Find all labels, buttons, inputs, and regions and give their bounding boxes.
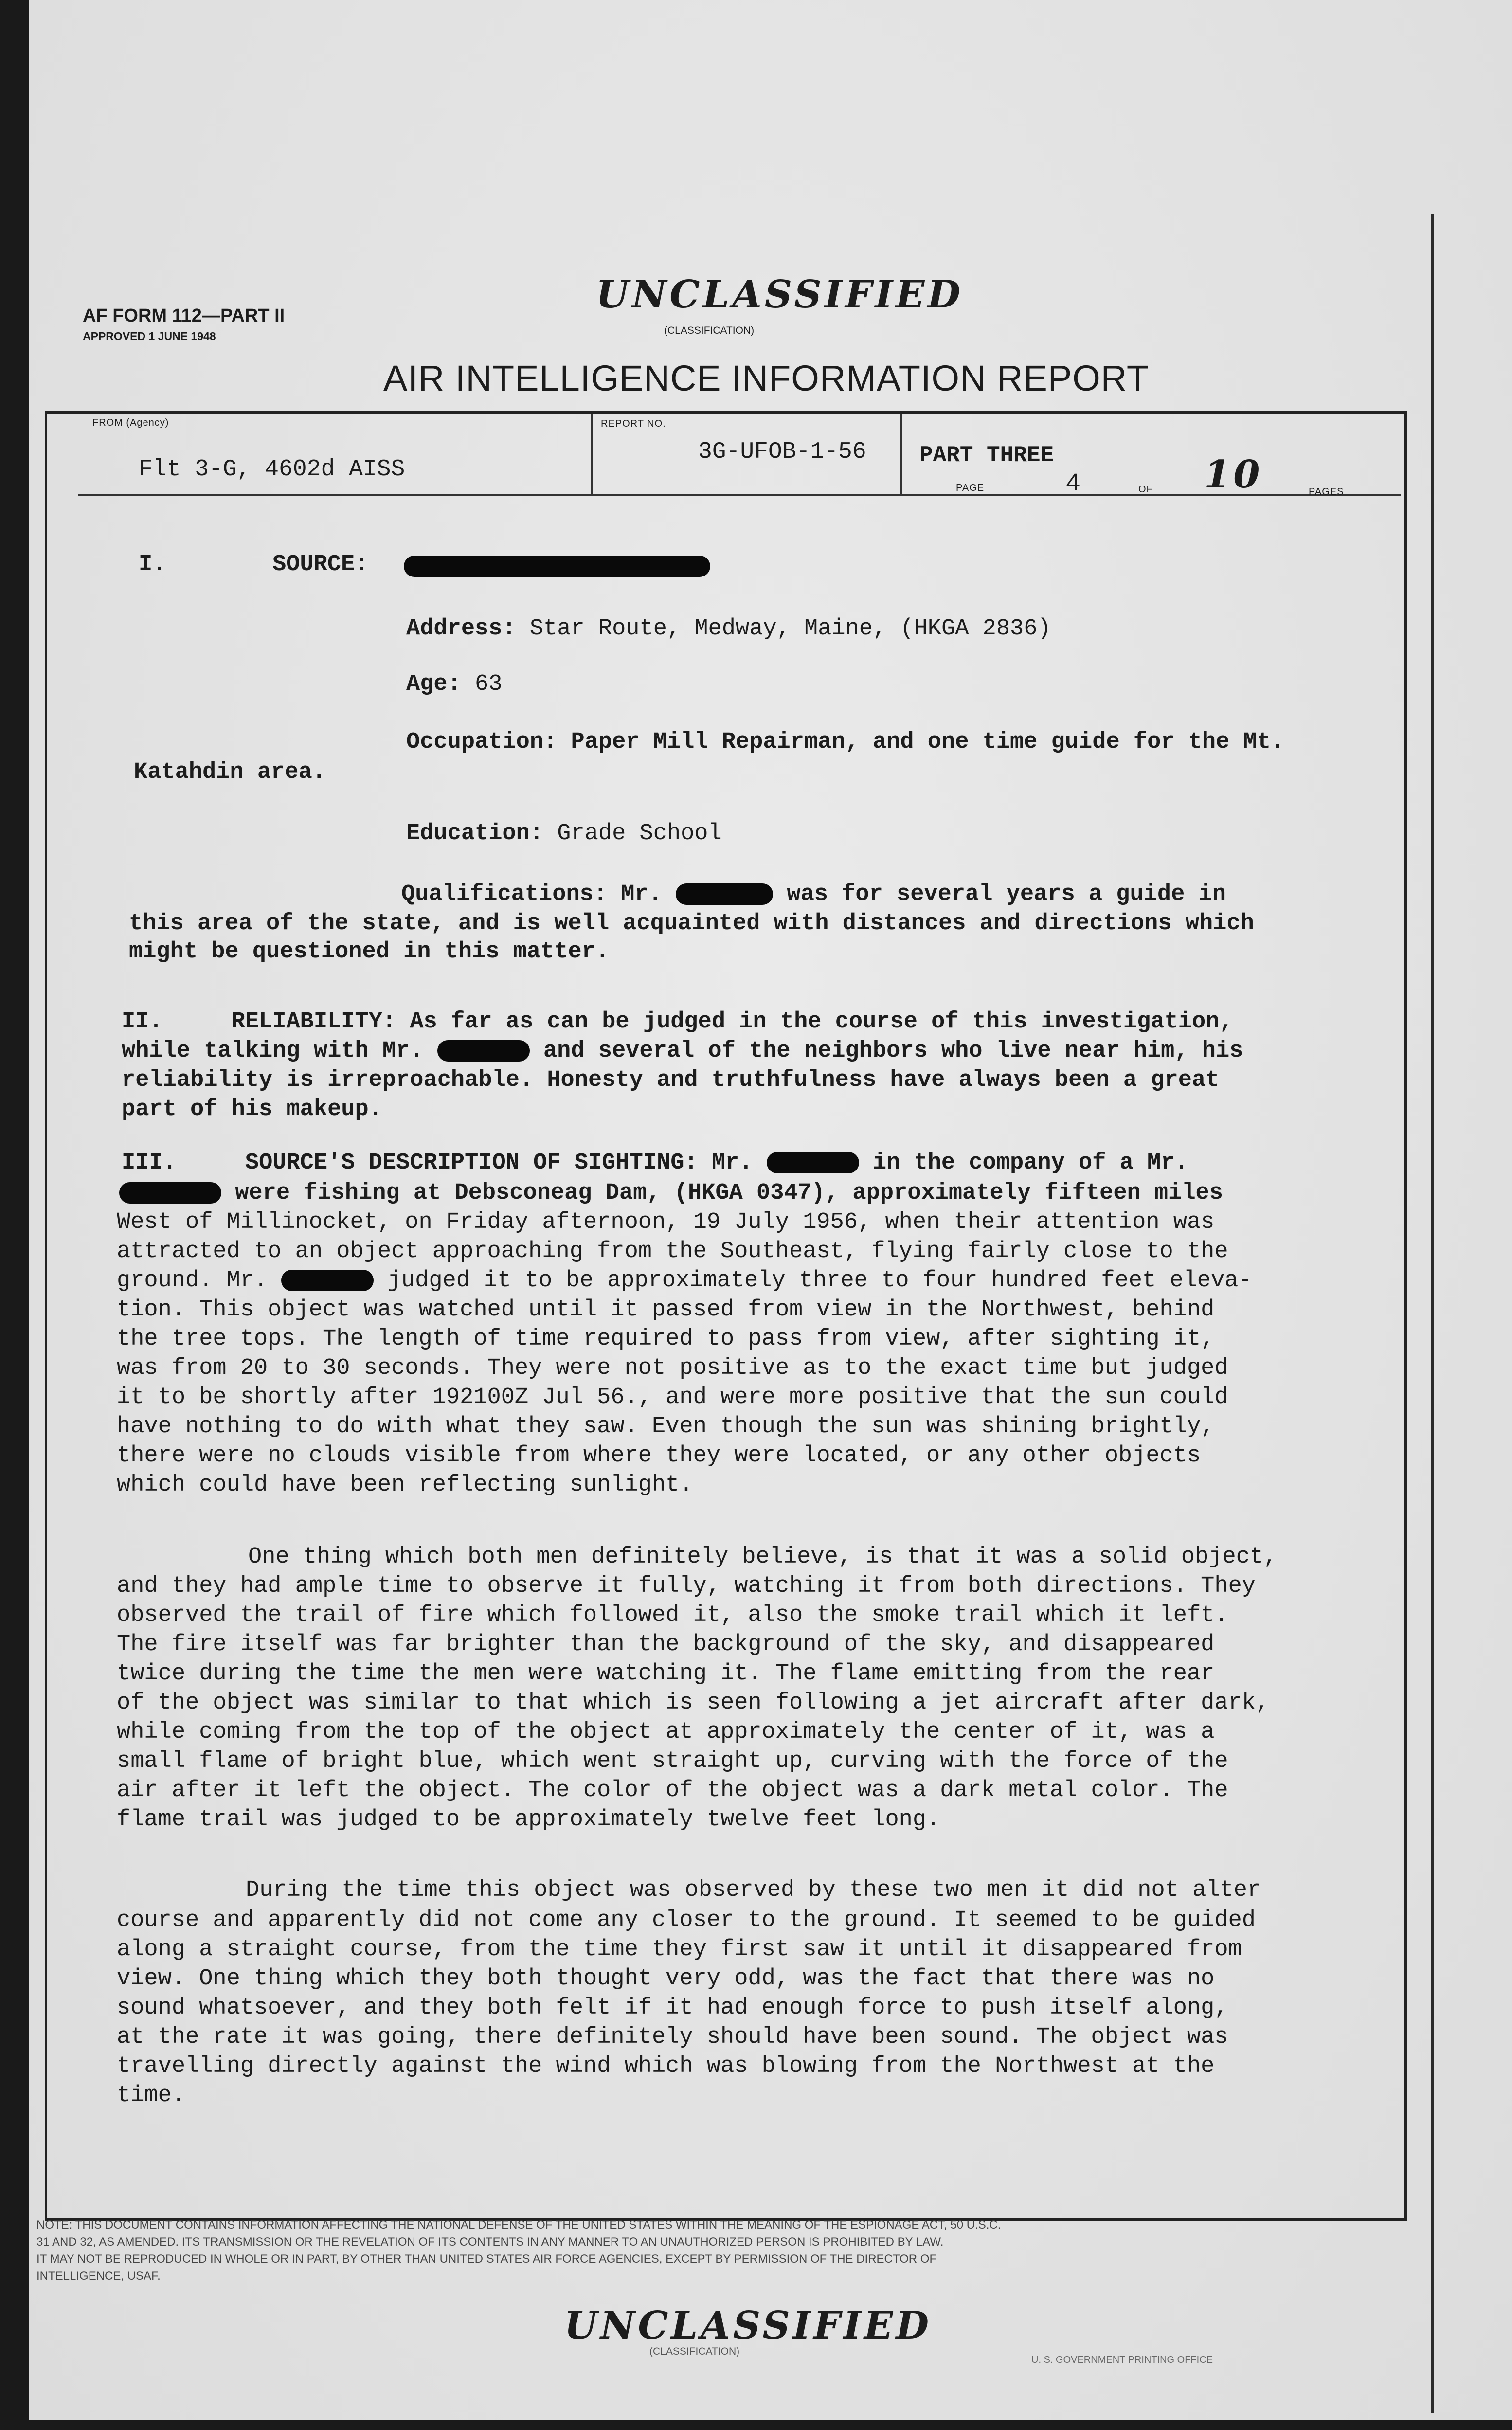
- age-value: 63: [475, 671, 503, 697]
- section3-text-8: was from 20 to 30 seconds. They were not positive as to the exact time but judged: [117, 1355, 1228, 1381]
- section3-text-2: were fishing at Debsconeag Dam, (HKGA 0347), approximately fifteen miles: [235, 1180, 1223, 1206]
- footer-note-line: NOTE: THIS DOCUMENT CONTAINS INFORMATION AFFECTING THE NATIONAL DEFENSE OF THE UNITED STATES WITHIN THE MEANING OF THE ESPIONAGE ACT, 50 U.S.C.: [36, 2218, 1001, 2232]
- header-divider: [78, 494, 1401, 496]
- section3-text-4: attracted to an object approaching from the Southeast, flying fairly close to the: [117, 1239, 1228, 1264]
- report-title: AIR INTELLIGENCE INFORMATION REPORT: [383, 358, 1150, 398]
- para3-line: During the time this object was observed by these two men it did not alter: [246, 1877, 1261, 1903]
- footer-note-line: INTELLIGENCE, USAF.: [36, 2269, 161, 2283]
- page-label: PAGE: [956, 483, 985, 493]
- section3-text-9: it to be shortly after 192100Z Jul 56., and were more positive that the sun could: [117, 1385, 1228, 1410]
- education-label: Education:: [406, 821, 544, 846]
- para3-line: course and apparently did not come any closer to the ground. It seemed to be guided: [117, 1908, 1256, 1933]
- section2-text-4: part of his makeup.: [122, 1097, 382, 1122]
- report-no-label: REPORT NO.: [601, 418, 666, 429]
- para3-line: at the rate it was going, there definitely should have been sound. The object was: [117, 2024, 1228, 2050]
- right-margin-rule: [1431, 214, 1434, 2413]
- para2-line: while coming from the top of the object at approximately the center of it, was a: [117, 1719, 1215, 1745]
- footer-note-line: 31 AND 32, AS AMENDED. ITS TRANSMISSION OR THE REVELATION OF ITS CONTENTS IN ANY MANNER TO AN UNAUTHORIZED PERSON IS PROHIBITED BY LAW.: [36, 2235, 944, 2249]
- from-label: FROM (Agency): [92, 417, 169, 428]
- classification-top: UNCLASSIFIED: [596, 272, 964, 317]
- education-value: Grade School: [557, 821, 722, 846]
- redaction-sighting-2: [119, 1182, 221, 1204]
- form-approved: APPROVED 1 JUNE 1948: [83, 330, 216, 342]
- redaction-source-name: [404, 556, 710, 577]
- report-no-value: 3G-UFOB-1-56: [698, 439, 866, 465]
- section3-numeral: III.: [122, 1150, 177, 1176]
- section1-label: SOURCE:: [272, 552, 369, 577]
- para2-line: The fire itself was far brighter than the background of the sky, and disappeared: [117, 1632, 1215, 1657]
- para3-line: sound whatsoever, and they both felt if it had enough force to push itself along,: [117, 1995, 1228, 2021]
- occupation-continued: Katahdin area.: [134, 759, 326, 785]
- para2-line: flame trail was judged to be approximately twelve feet long.: [117, 1807, 940, 1833]
- from-value: Flt 3-G, 4602d AISS: [139, 456, 405, 483]
- section2-numeral: II.: [122, 1009, 163, 1035]
- pages-label: PAGES: [1309, 486, 1344, 497]
- para2-line: small flame of bright blue, which went straight up, curving with the force of the: [117, 1748, 1228, 1774]
- section2-text-2a: while talking with Mr.: [122, 1038, 424, 1064]
- para3-line: travelling directly against the wind which was blowing from the Northwest at the: [117, 2053, 1215, 2079]
- para3-line: along a straight course, from the time they first saw it until it disappeared from: [117, 1937, 1242, 1962]
- qualifications-label: Qualifications:: [401, 882, 608, 907]
- classification-label-top: (CLASSIFICATION): [664, 325, 755, 336]
- form-id: AF FORM 112—PART II: [83, 306, 285, 326]
- section3-text-6: tion. This object was watched until it passed from view in the Northwest, behind: [117, 1297, 1215, 1323]
- section3-text-3: West of Millinocket, on Friday afternoon, 19 July 1956, when their attention was: [117, 1209, 1215, 1235]
- redaction-reliability: [437, 1040, 530, 1062]
- qualifications-text-1b: was for several years a guide in: [787, 882, 1226, 907]
- of-value: 10: [1204, 452, 1263, 497]
- address-value: Star Route, Medway, Maine, (HKGA 2836): [529, 616, 1051, 642]
- section2-label: RELIABILITY:: [231, 1009, 396, 1035]
- occupation-label: Occupation:: [406, 729, 558, 755]
- of-label: OF: [1138, 484, 1153, 495]
- section3-text-10: have nothing to do with what they saw. Even though the sun was shining brightly,: [117, 1414, 1215, 1440]
- section3-label: SOURCE'S DESCRIPTION OF SIGHTING:: [245, 1150, 698, 1176]
- occupation-value: Paper Mill Repairman, and one time guide for the Mt.: [571, 729, 1285, 755]
- para2-line: twice during the time the men were watching it. The flame emitting from the rear: [117, 1661, 1215, 1687]
- page-value: 4: [1065, 469, 1081, 498]
- redaction-qualifications: [676, 883, 773, 905]
- para2-line: of the object was similar to that which is seen following a jet aircraft after dark,: [117, 1690, 1270, 1716]
- qualifications-text-2: this area of the state, and is well acquainted with distances and directions which: [129, 911, 1254, 936]
- section2-text-3: reliability is irreproachable. Honesty and truthfulness have always been a great: [122, 1067, 1220, 1093]
- para2-line: air after it left the object. The color of the object was a dark metal color. The: [117, 1778, 1228, 1803]
- para2-line: One thing which both men definitely believe, is that it was a solid object,: [248, 1544, 1278, 1570]
- redaction-sighting-1: [767, 1152, 859, 1173]
- section3-text-1a: Mr.: [711, 1150, 753, 1176]
- section3-text-12: which could have been reflecting sunlight.: [117, 1472, 693, 1498]
- para3-line: view. One thing which they both thought very odd, was the fact that there was no: [117, 1966, 1215, 1992]
- section1-numeral: I.: [139, 552, 166, 577]
- qualifications-text-1a: Mr.: [621, 882, 662, 907]
- part-value: PART THREE: [919, 443, 1054, 468]
- section3-text-11: there were no clouds visible from where they were located, or any other objects: [117, 1443, 1201, 1469]
- classification-label-bottom: (CLASSIFICATION): [649, 2346, 740, 2357]
- header-column-divider-1: [591, 414, 593, 496]
- printer-imprint: U. S. GOVERNMENT PRINTING OFFICE: [1031, 2355, 1213, 2365]
- para2-line: and they had ample time to observe it fully, watching it from both directions. They: [117, 1573, 1256, 1599]
- section3-text-5b: judged it to be approximately three to four hundred feet eleva-: [387, 1268, 1252, 1294]
- redaction-sighting-3: [281, 1270, 374, 1291]
- section3-text-7: the tree tops. The length of time required to pass from view, after sighting it,: [117, 1326, 1215, 1352]
- header-column-divider-2: [900, 414, 902, 496]
- section2-text-1: As far as can be judged in the course of this investigation,: [410, 1009, 1233, 1035]
- section3-text-5a: ground. Mr.: [117, 1268, 268, 1294]
- section3-text-1b: in the company of a Mr.: [872, 1150, 1188, 1176]
- classification-bottom: UNCLASSIFIED: [564, 2304, 932, 2348]
- section2-text-2b: and several of the neighbors who live near him, his: [543, 1038, 1243, 1064]
- footer-note-line: IT MAY NOT BE REPRODUCED IN WHOLE OR IN PART, BY OTHER THAN UNITED STATES AIR FORCE AGENCIES, EXCEPT BY PERMISSION OF THE DIRECTOR OF: [36, 2252, 937, 2266]
- address-label: Address:: [406, 616, 516, 642]
- para3-line: time.: [117, 2083, 186, 2108]
- para2-line: observed the trail of fire which followed it, also the smoke trail which it left.: [117, 1602, 1228, 1628]
- qualifications-text-3: might be questioned in this matter.: [129, 939, 610, 965]
- age-label: Age:: [406, 671, 461, 697]
